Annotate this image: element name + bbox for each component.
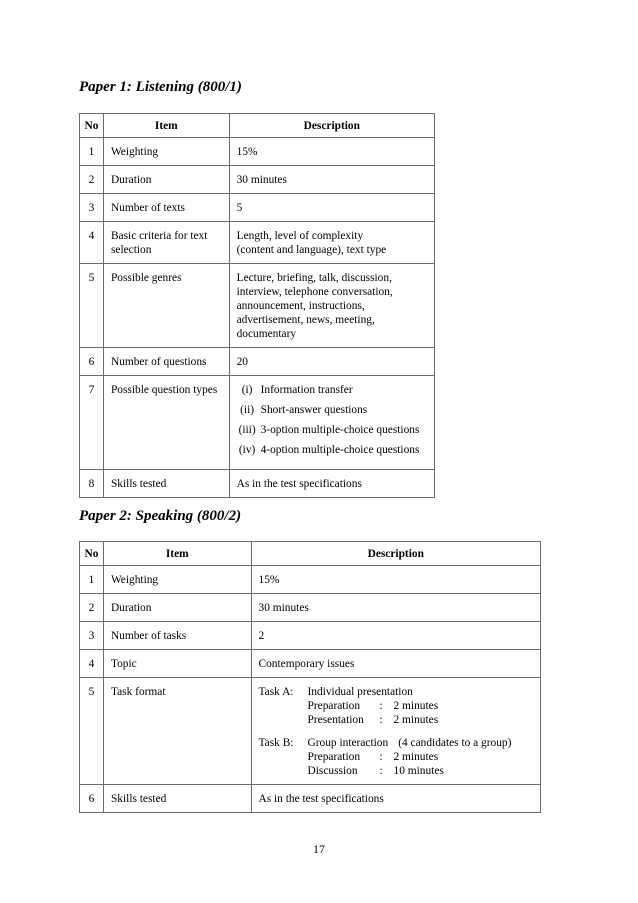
task-line <box>259 685 536 699</box>
description-text: As in the test specifications <box>258 793 384 805</box>
task-step-separator: : <box>379 700 383 712</box>
question-type-text: 3-option multiple-choice questions <box>260 424 420 436</box>
row-number-text: 2 <box>88 602 95 614</box>
row-number-text: 3 <box>88 202 95 214</box>
row-item <box>103 348 229 376</box>
table-row <box>80 650 541 678</box>
description-lines <box>230 138 434 165</box>
row-item <box>103 194 229 222</box>
row-number-text: 8 <box>88 478 95 490</box>
description-line: announcement, instructions, <box>236 300 365 312</box>
paper2-title: Paper 2: Speaking (800/2) <box>79 508 242 524</box>
table-row <box>80 348 435 376</box>
table-row <box>80 376 435 470</box>
description-line: 30 minutes <box>236 174 287 186</box>
table-row <box>80 594 541 622</box>
description-lines <box>230 194 434 221</box>
task-name: Individual presentation <box>307 686 413 698</box>
table-row <box>80 166 435 194</box>
task-step-separator: : <box>379 765 383 777</box>
description-line: advertisement, news, meeting, <box>236 314 375 326</box>
task-label: Task A: <box>258 686 294 698</box>
table-row <box>80 566 541 594</box>
description-text: Contemporary issues <box>258 658 355 670</box>
row-number <box>80 264 104 348</box>
task-line <box>259 736 536 750</box>
question-type-number: (ii) <box>240 404 255 416</box>
description-line: 15% <box>236 146 258 158</box>
row-number <box>80 594 104 622</box>
question-type-item <box>234 443 434 463</box>
table-row <box>80 678 541 785</box>
question-type-text: 4-option multiple-choice questions <box>260 444 420 456</box>
task-step-name: Preparation <box>307 751 361 763</box>
task-step <box>259 750 536 764</box>
description-text: 15% <box>258 574 280 586</box>
header-description: Description <box>251 542 540 566</box>
row-number-text: 6 <box>88 356 95 368</box>
row-number <box>80 348 104 376</box>
row-item <box>103 166 229 194</box>
description-line: As in the test specifications <box>236 478 362 490</box>
row-item <box>103 566 251 594</box>
row-number-text: 4 <box>88 230 95 242</box>
row-number-text: 4 <box>88 658 95 670</box>
row-number <box>80 566 104 594</box>
paper1-table <box>79 113 435 498</box>
row-item <box>103 470 229 498</box>
table-header-row <box>80 114 435 138</box>
header-no: No <box>80 542 104 566</box>
row-item-text: Duration <box>110 174 152 186</box>
row-item-text: Number of texts <box>110 202 185 214</box>
row-number <box>80 194 104 222</box>
row-item <box>103 678 251 785</box>
task-step-time: 10 minutes <box>393 765 444 777</box>
row-description <box>229 166 434 194</box>
row-item-text: Weighting <box>110 574 159 586</box>
row-item-text: Task format <box>110 686 166 698</box>
row-number-text: 2 <box>88 174 95 186</box>
row-number-text: 5 <box>88 686 95 698</box>
row-item-text: Basic criteria for text selection <box>110 230 208 256</box>
row-item-text: Number of questions <box>110 356 207 368</box>
question-type-text: Information transfer <box>260 384 353 396</box>
paper2-table <box>79 541 541 813</box>
row-number <box>80 166 104 194</box>
task-step <box>259 764 536 778</box>
paper1-title: Paper 1: Listening (800/1) <box>79 79 242 95</box>
question-type-text: Short-answer questions <box>260 404 368 416</box>
table-row <box>80 785 541 813</box>
row-description <box>229 376 434 470</box>
header-item: Item <box>103 114 229 138</box>
row-item <box>103 785 251 813</box>
description-line: 20 <box>236 356 248 368</box>
description-line: documentary <box>236 328 297 340</box>
question-type-item <box>234 383 434 403</box>
description-lines <box>230 264 434 347</box>
row-item <box>103 622 251 650</box>
row-number <box>80 138 104 166</box>
row-item-text: Skills tested <box>110 478 167 490</box>
row-item <box>103 594 251 622</box>
row-description <box>251 678 540 785</box>
page-number: 17 <box>313 842 325 856</box>
row-number <box>80 650 104 678</box>
row-item-text: Duration <box>110 602 152 614</box>
task-label: Task B: <box>258 737 294 749</box>
table-row <box>80 264 435 348</box>
row-number-text: 7 <box>88 384 95 396</box>
description-lines <box>230 166 434 193</box>
table-row <box>80 222 435 264</box>
task-note: (4 candidates to a group) <box>398 737 512 749</box>
row-item-text: Number of tasks <box>110 630 187 642</box>
row-description <box>229 194 434 222</box>
description-line: 5 <box>236 202 243 214</box>
row-number-text: 6 <box>88 793 95 805</box>
table-row <box>80 470 435 498</box>
row-item-text: Possible question types <box>110 384 218 396</box>
row-number <box>80 222 104 264</box>
question-type-number: (iv) <box>238 444 256 456</box>
table-row <box>80 622 541 650</box>
task-step <box>259 713 536 727</box>
row-item <box>103 222 229 264</box>
header-description: Description <box>229 114 434 138</box>
row-number <box>80 470 104 498</box>
question-type-item <box>234 423 434 443</box>
header-item: Item <box>103 542 251 566</box>
row-item <box>103 264 229 348</box>
row-item-text: Weighting <box>110 146 159 158</box>
row-number <box>80 678 104 785</box>
row-item-text: Topic <box>110 658 137 670</box>
question-type-number: (iii) <box>238 424 256 436</box>
row-description <box>251 785 540 813</box>
task-name: Group interaction <box>307 737 389 749</box>
table-header-row <box>80 542 541 566</box>
question-type-number: (i) <box>241 384 253 396</box>
row-description <box>251 622 540 650</box>
description-line: Length, level of complexity <box>236 230 364 242</box>
row-item-text: Skills tested <box>110 793 167 805</box>
header-no: No <box>80 114 104 138</box>
task-step-name: Presentation <box>307 714 364 726</box>
table-row <box>80 194 435 222</box>
row-description <box>251 594 540 622</box>
row-item <box>103 376 229 470</box>
row-number-text: 5 <box>88 272 95 284</box>
row-item-text: Possible genres <box>110 272 182 284</box>
description-line: Lecture, briefing, talk, discussion, <box>236 272 392 284</box>
row-item <box>103 138 229 166</box>
question-type-list <box>230 376 434 469</box>
row-number-text: 1 <box>88 146 95 158</box>
task-step-time: 2 minutes <box>393 751 439 763</box>
row-number-text: 3 <box>88 630 95 642</box>
description-text: 2 <box>258 630 265 642</box>
description-lines <box>230 222 434 263</box>
question-type-item <box>234 403 434 423</box>
task-step-separator: : <box>379 751 383 763</box>
row-description <box>229 348 434 376</box>
row-number <box>80 785 104 813</box>
task-step-separator: : <box>379 714 383 726</box>
task-format <box>252 678 540 784</box>
row-description <box>251 650 540 678</box>
row-number-text: 1 <box>88 574 95 586</box>
description-line: interview, telephone conversation, <box>236 286 393 298</box>
task-step-name: Preparation <box>307 700 361 712</box>
row-number <box>80 622 104 650</box>
task-step <box>259 699 536 713</box>
row-description <box>229 138 434 166</box>
description-lines <box>230 470 434 497</box>
row-number <box>80 376 104 470</box>
table-row <box>80 138 435 166</box>
description-lines <box>230 348 434 375</box>
description-line: (content and language), text type <box>236 244 387 256</box>
row-description <box>229 222 434 264</box>
description-text: 30 minutes <box>258 602 309 614</box>
row-description <box>229 264 434 348</box>
row-description <box>229 470 434 498</box>
task-step-time: 2 minutes <box>393 714 439 726</box>
task-step-time: 2 minutes <box>393 700 439 712</box>
task-step-name: Discussion <box>307 765 358 777</box>
row-item <box>103 650 251 678</box>
row-description <box>251 566 540 594</box>
